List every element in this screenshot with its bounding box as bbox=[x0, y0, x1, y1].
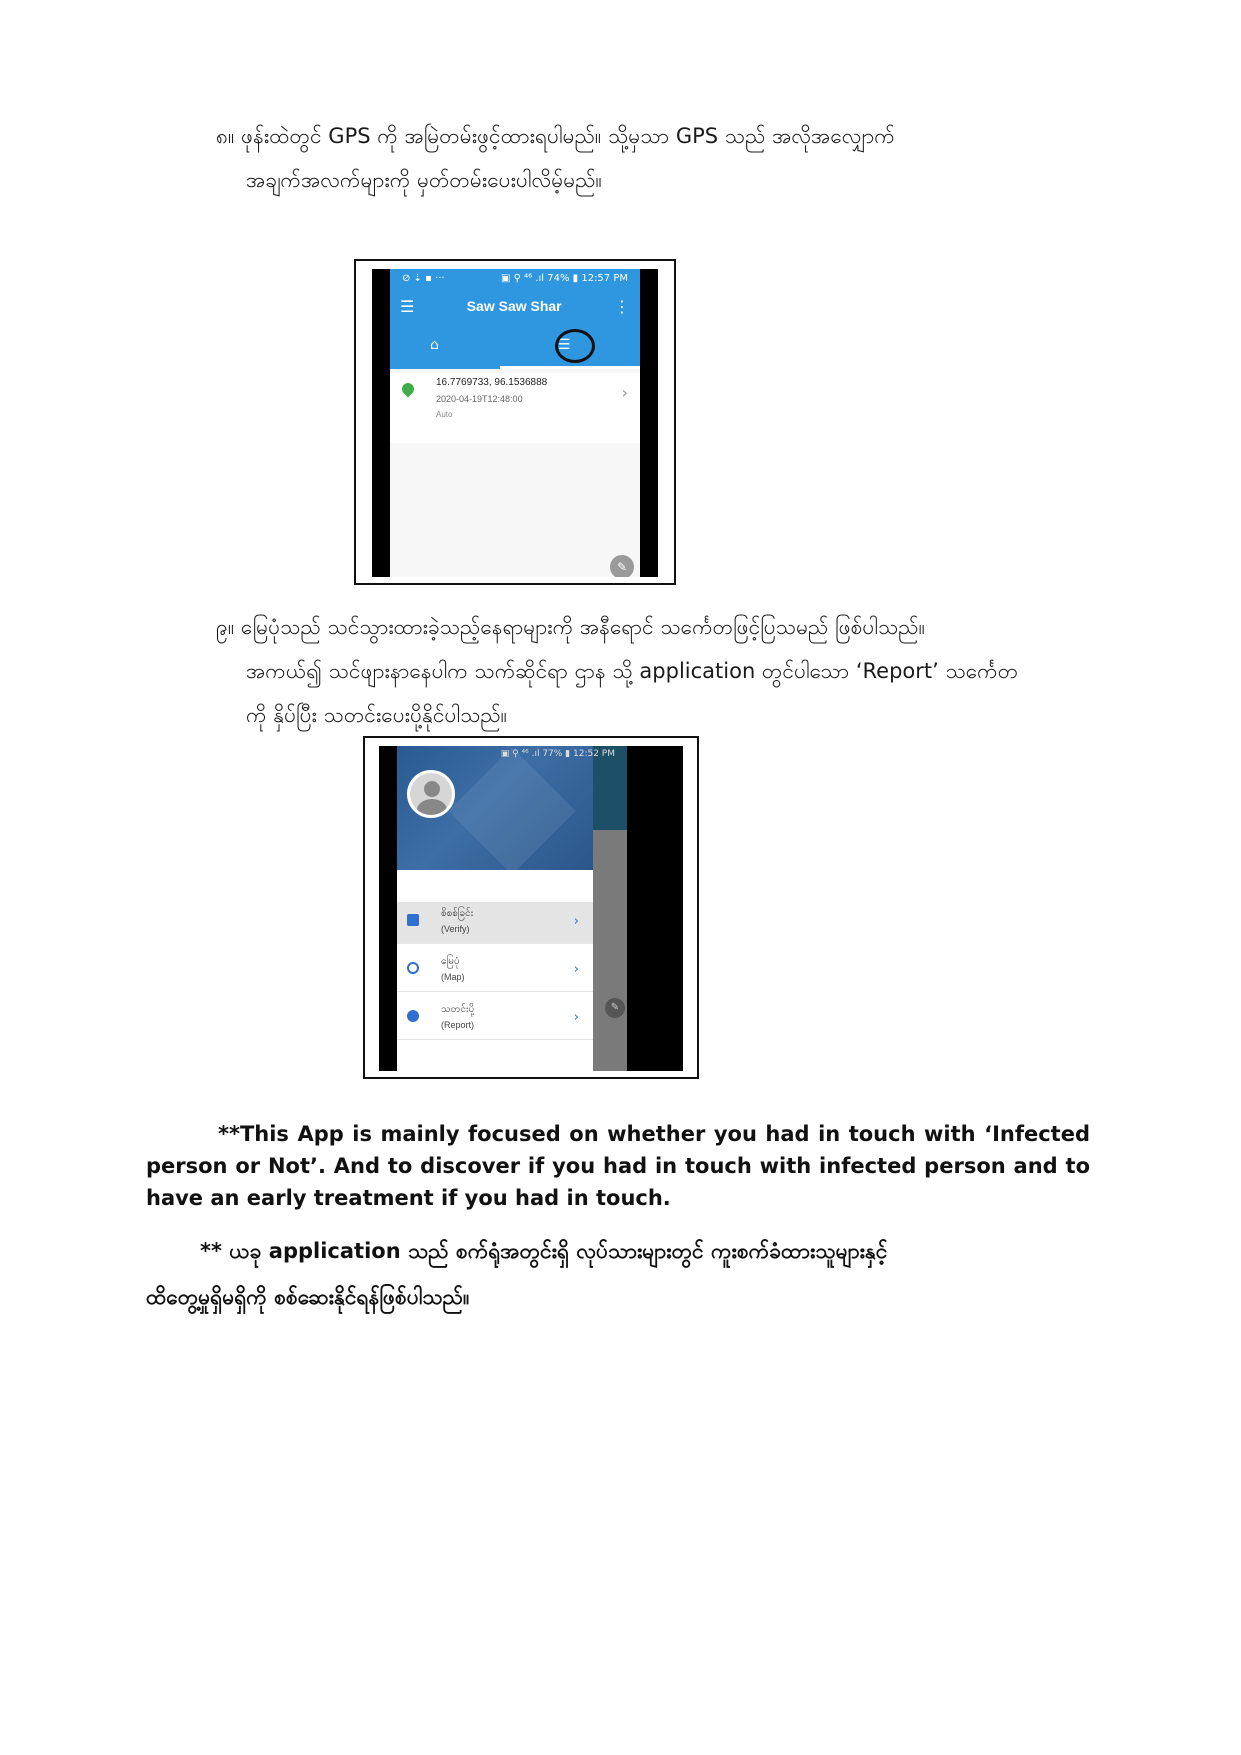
menu-item-label-mm: စိစစ်ခြင်း bbox=[441, 908, 474, 919]
location-pin-icon bbox=[400, 381, 417, 398]
header-decoration bbox=[448, 747, 575, 874]
phone-screenshot-1 bbox=[372, 269, 658, 577]
drawer-scrim[interactable] bbox=[593, 830, 627, 1071]
map-target-icon bbox=[407, 962, 419, 974]
menu-item-map[interactable] bbox=[397, 950, 593, 992]
myanmar-note bbox=[146, 1228, 1090, 1320]
status-bar bbox=[390, 269, 640, 287]
paragraph-8 bbox=[216, 114, 895, 202]
lock-icon bbox=[407, 914, 419, 926]
english-note: **This App is mainly focused on whether you had in touch with ‘Infected person or Not’. And to discover if you had in touch with infected person and to have an early treatment if you had in touch. bbox=[146, 1122, 1090, 1210]
bug-icon bbox=[407, 1010, 419, 1022]
home-tab-icon[interactable]: ⌂ bbox=[430, 337, 439, 353]
avatar-body bbox=[417, 799, 447, 818]
myanmar-note-line-1: ** ယခု application သည် စက်ရုံအတွင်းရှိ လုပ်သားများတွင် ကူးစက်ခံထားသူများနှင့် bbox=[200, 1239, 888, 1263]
record-timestamp: 2020-04-19T12:48:00 bbox=[436, 394, 523, 404]
chevron-right-icon: › bbox=[573, 962, 579, 977]
paragraph-8-line-1: ၈။ ဖုန်းထဲတွင် GPS ကို အမြဲတမ်းဖွင့်ထားရပါမည်။ သို့မှသာ GPS သည် အလိုအလျှောက် bbox=[216, 124, 895, 148]
record-coordinates: 16.7769733, 96.1536888 bbox=[436, 377, 548, 388]
avatar-head bbox=[424, 781, 440, 797]
paragraph-9 bbox=[216, 605, 1018, 737]
chevron-right-icon: › bbox=[621, 383, 628, 402]
menu-item-label-en: (Verify) bbox=[441, 924, 470, 934]
chevron-right-icon: › bbox=[573, 1010, 579, 1025]
menu-item-label-mm: မြေပုံ bbox=[441, 956, 460, 967]
phone-screenshot-2 bbox=[379, 746, 683, 1071]
app-screen bbox=[390, 269, 640, 577]
app-screen-drawer bbox=[397, 746, 627, 1071]
menu-item-report[interactable] bbox=[397, 998, 593, 1040]
menu-item-label-en: (Report) bbox=[441, 1020, 475, 1030]
paragraph-9-line-1: ၉။ မြေပုံသည် သင်သွားထားခဲ့သည့်နေရာများကို အနီရောင် သင်္ကေတဖြင့်ပြသမည် ဖြစ်ပါသည်။ bbox=[216, 615, 925, 639]
myanmar-note-line-2: ထိတွေ့မှုရှိမရှိကို စစ်ဆေးနိုင်ရန်ဖြစ်ပါသည်။ bbox=[146, 1285, 470, 1309]
more-options-icon[interactable]: ⋮ bbox=[614, 296, 630, 316]
edit-fab-icon[interactable]: ✎ bbox=[605, 998, 625, 1018]
active-tab-indicator bbox=[500, 366, 640, 369]
menu-icon[interactable]: ☰ bbox=[400, 296, 415, 316]
avatar[interactable] bbox=[407, 770, 455, 818]
list-tab-icon[interactable]: ☰ bbox=[558, 337, 571, 353]
screenshot-frame-1 bbox=[354, 259, 676, 585]
menu-item-verify[interactable] bbox=[397, 902, 593, 944]
drawer-header bbox=[397, 746, 593, 870]
record-mode: Auto bbox=[436, 410, 453, 419]
hand-drawn-circle-annotation bbox=[555, 329, 595, 363]
paragraph-9-line-3: ကို နှိပ်ပြီး သတင်းပေးပို့နိုင်ပါသည်။ bbox=[246, 703, 508, 727]
screenshot-frame-2 bbox=[363, 736, 699, 1079]
paragraph-9-line-2: အကယ်၍ သင်ဖျားနာနေပါက သက်ဆိုင်ရာ ဌာန သို့ application တွင်ပါသော ‘Report’ သင်္ကေတ bbox=[246, 659, 1019, 683]
paragraph-8-line-2: အချက်အလက်များကို မှတ်တမ်းပေးပါလိမ့်မည်။ bbox=[246, 168, 602, 192]
menu-item-label-mm: သတင်းပို့ bbox=[441, 1004, 475, 1015]
status-bar: ▣ ⚲ ⁴⁶ .ıl 77% ▮ 12:52 PM bbox=[500, 749, 615, 759]
chevron-right-icon: › bbox=[573, 914, 579, 929]
app-bar bbox=[390, 287, 640, 325]
app-title: Saw Saw Shar bbox=[466, 298, 562, 314]
tab-bar bbox=[390, 325, 640, 369]
status-right-info: ▣ ⚲ ⁴⁶ .ıl 74% ▮ 12:57 PM bbox=[501, 272, 628, 284]
menu-item-label-en: (Map) bbox=[441, 972, 465, 982]
status-left-icons: ⊘ ⇣ ▪ ··· bbox=[402, 272, 445, 284]
edit-fab-icon[interactable]: ✎ bbox=[610, 555, 634, 577]
location-record-row[interactable] bbox=[390, 373, 640, 443]
